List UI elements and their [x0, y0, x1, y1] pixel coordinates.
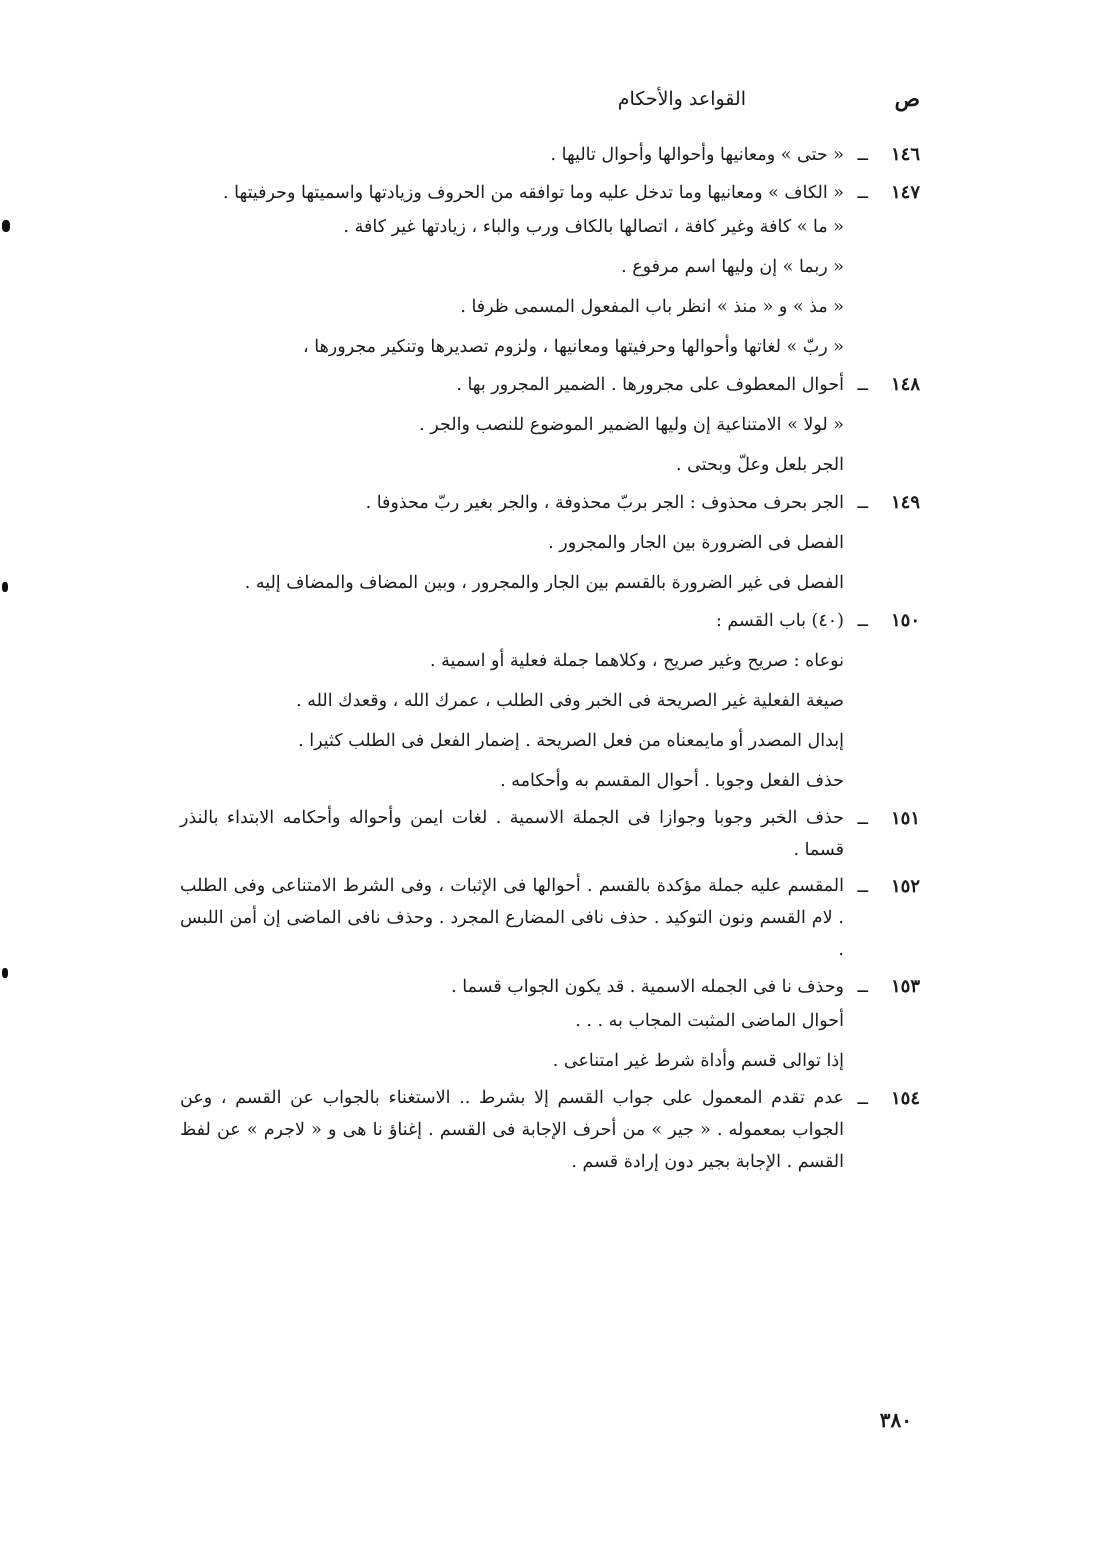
page-number: ٣٨٠	[879, 1408, 912, 1432]
entry-line: (٤٠) باب القسم :	[715, 611, 844, 631]
page-abbrev: ص	[894, 86, 920, 111]
entry-dash: ــ	[857, 492, 868, 513]
entry-line: أحوال المعطوف على مجرورها . الضمير المجرور بها .	[456, 375, 844, 395]
entry-line: الجر بحرف محذوف : الجر بربّ محذوفة ، والجر بغير ربّ محذوفا .	[365, 493, 844, 513]
entry-line: إذا توالى قسم وأداة شرط غير امتناعى .	[552, 1051, 844, 1071]
entry-line: « مذ » و « منذ » انظر باب المفعول المسمى ظرفا .	[460, 297, 844, 317]
entry-line: حذف الفعل وجوبا . أحوال المقسم به وأحكامه .	[500, 771, 844, 791]
header-title: القواعد والأحكام	[617, 88, 746, 110]
entry-number: ١٤٩	[890, 492, 920, 513]
entry-line: أحوال الماضى المثبت المجاب به . . .	[575, 1011, 844, 1031]
entry-line: « الكاف » ومعانيها وما تدخل عليه وما توافقه من الحروف وزيادتها واسميتها وحرفيتها .	[223, 183, 844, 203]
entry-150	[180, 604, 920, 798]
entry-dash: ــ	[857, 374, 868, 395]
entry-line: « حتى » ومعانيها وأحوالها وأحوال تاليها .	[550, 145, 844, 165]
entry-147	[180, 176, 920, 364]
entry-line: « لولا » الامتناعية إن وليها الضمير الموضوع للنصب والجر .	[419, 415, 844, 435]
scan-mark	[2, 220, 10, 232]
entry-line: « ربّ » لغاتها وأحوالها وحرفيتها ومعانيها ، ولزوم تصديرها وتنكير مجرورها ،	[303, 337, 844, 357]
running-header	[180, 86, 918, 116]
entry-number: ١٥٠	[890, 610, 920, 631]
entry-number: ١٥٤	[890, 1088, 920, 1109]
entry-dash: ــ	[857, 876, 868, 897]
entry-number: ١٥٣	[890, 976, 920, 997]
entry-line: الجر بلعل وعلّ وبحتى .	[676, 455, 844, 475]
entry-number: ١٥٢	[890, 876, 920, 897]
entry-number: ١٤٧	[890, 182, 920, 203]
entry-dash: ــ	[857, 182, 868, 203]
entry-number: ١٤٦	[890, 144, 920, 165]
index-entries	[180, 138, 920, 1182]
entry-line: حذف الخبر وجوبا وجوازا فى الجملة الاسمية . لغات ايمن وأحواله وأحكامه الابتداء بالنذر قسما .	[180, 808, 844, 860]
entry-line: « ربما » إن وليها اسم مرفوع .	[621, 257, 844, 277]
entry-dash: ــ	[857, 976, 868, 997]
entry-line: المقسم عليه جملة مؤكدة بالقسم . أحوالها فى الإثبات ، وفى الشرط الامتناعى وفى الطلب . لام القسم ونون التوكيد . حذف نافى المضارع المجرد . وحذف نافى الماضى إن أمن اللبس .	[180, 876, 844, 960]
entry-151	[180, 802, 920, 866]
scan-mark	[2, 968, 8, 978]
entry-line: الفصل فى الضرورة بين الجار والمجرور .	[548, 533, 844, 553]
entry-153	[180, 970, 920, 1078]
entry-146	[180, 138, 920, 172]
entry-line: « ما » كافة وغير كافة ، اتصالها بالكاف ورب والباء ، زيادتها غير كافة .	[343, 217, 844, 237]
entry-line: عدم تقدم المعمول على جواب القسم إلا بشرط .. الاستغناء بالجواب عن القسم ، وعن الجواب بمعموله . « جير » من أحرف الإجابة فى القسم . إغناؤ نا هى و « لاجرم » عن لفظ القسم . الإجابة بجير دون إرادة قسم .	[180, 1088, 844, 1172]
entry-152	[180, 870, 920, 966]
entry-dash: ــ	[857, 610, 868, 631]
entry-line: نوعاه : صريح وغير صريح ، وكلاهما جملة فعلية أو اسمية .	[430, 651, 844, 671]
entry-number: ١٥١	[890, 808, 920, 829]
entry-line: وحذف نا فى الجمله الاسمية . قد يكون الجواب قسما .	[451, 977, 844, 997]
entry-154	[180, 1082, 920, 1178]
entry-dash: ــ	[857, 808, 868, 829]
entry-149	[180, 486, 920, 600]
entry-number: ١٤٨	[890, 374, 920, 395]
entry-dash: ــ	[857, 1088, 868, 1109]
entry-148	[180, 368, 920, 482]
entry-dash: ــ	[857, 144, 868, 165]
entry-line: الفصل فى غير الضرورة بالقسم بين الجار والمجرور ، وبين المضاف والمضاف إليه .	[244, 573, 844, 593]
entry-line: صيغة الفعلية غير الصريحة فى الخبر وفى الطلب ، عمرك الله ، وقعدك الله .	[296, 691, 844, 711]
entry-line: إبدال المصدر أو مايمعناه من فعل الصريحة . إضمار الفعل فى الطلب كثيرا .	[298, 731, 844, 751]
scan-mark	[2, 582, 8, 592]
